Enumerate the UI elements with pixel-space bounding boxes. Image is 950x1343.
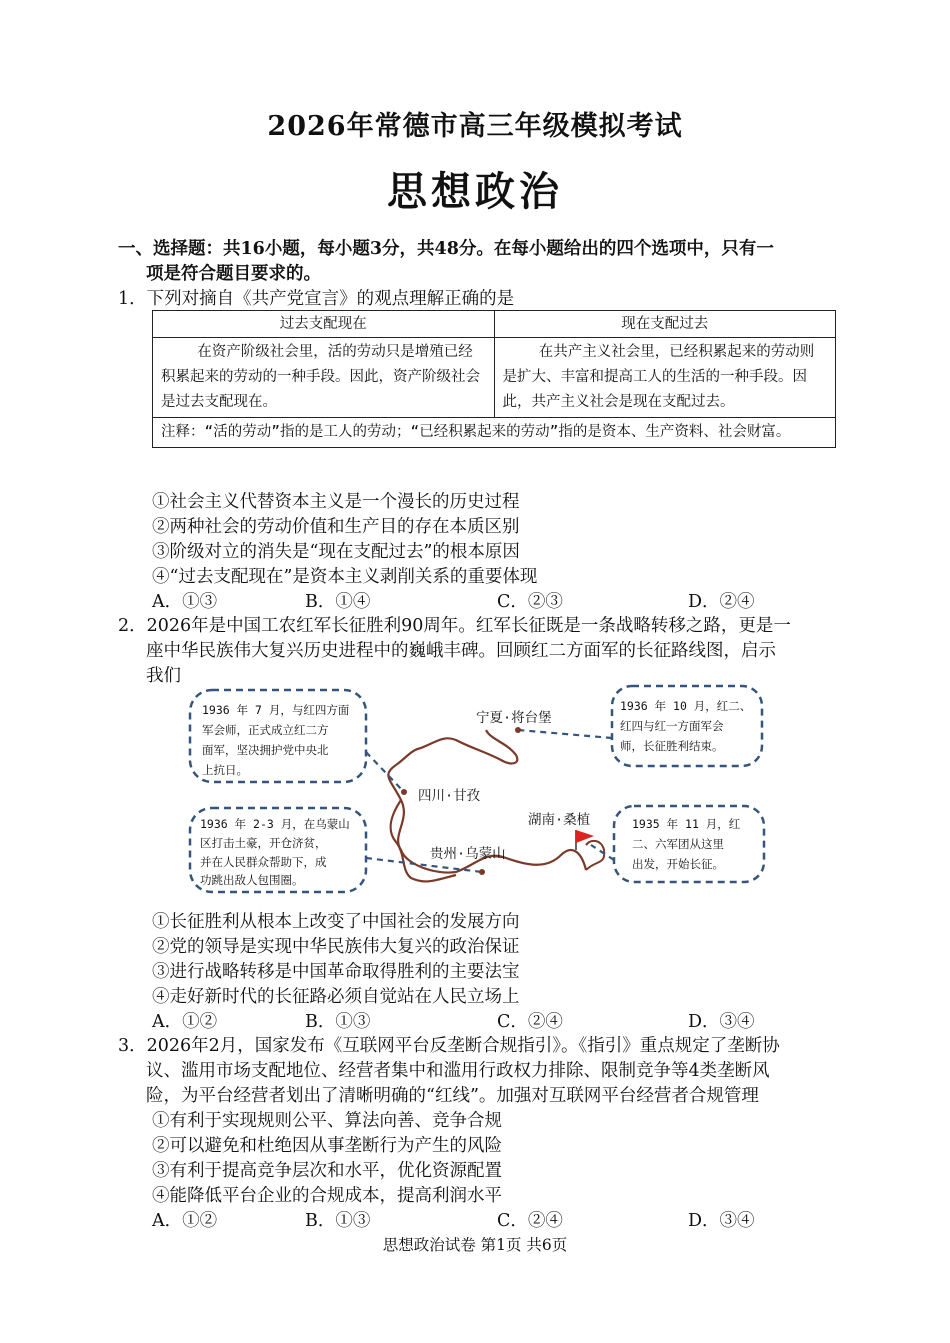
q2-option-b[interactable]: B．①③ (305, 1012, 371, 1032)
place-guizhou: 贵州·乌蒙山 (430, 846, 506, 862)
box-ml-line3: 并在人民群众帮助下，成 (200, 855, 327, 869)
box-br-line1: 1935 年 11 月，红 (632, 817, 741, 831)
box-tl-line3: 面军，坚决拥护党中央北 (202, 743, 329, 757)
subject-title: 思想政治 (387, 168, 563, 215)
flag-icon (576, 830, 594, 850)
q1-item-4: ④“过去支配现在”是资本主义剥削关系的重要体现 (152, 567, 538, 587)
box-br-line3: 出发，开始长征。 (632, 857, 724, 871)
q2-option-d[interactable]: D．③④ (688, 1012, 755, 1032)
box-ml-line1: 1936 年 2-3 月，在乌蒙山 (200, 817, 350, 831)
q3-option-a[interactable]: A．①② (152, 1211, 218, 1231)
q3-item-4: ④能降低平台企业的合规成本，提高利润水平 (152, 1186, 502, 1206)
long-march-route-map (186, 680, 768, 900)
q1-table (152, 310, 836, 448)
box-br-line2: 二、六军团从这里 (632, 837, 724, 851)
q2-item-3: ③进行战略转移是中国革命取得胜利的主要法宝 (152, 962, 520, 982)
q3-stem-line1: 3．2026年2月，国家发布《互联网平台反垄断合规指引》。《指引》重点规定了垄断协 (118, 1036, 780, 1056)
section-heading-line2: 项是符合题目要求的。 (146, 264, 321, 284)
q1-option-c[interactable]: C．②③ (497, 592, 563, 612)
q1-table-cell-2: 在共产主义社会里，已经积累起来的劳动则是扩大、丰富和提高工人的生活的一种手段。因此，共产主义社会是现在支配过去。 (494, 338, 836, 418)
q1-option-b[interactable]: B．①④ (305, 592, 371, 612)
q1-option-d[interactable]: D．②④ (688, 592, 755, 612)
q2-option-c[interactable]: C．②④ (497, 1012, 563, 1032)
page-footer: 思想政治试卷 第1页 共6页 (382, 1236, 568, 1254)
box-ml-line2: 区打击土豪，开仓济贫， (200, 836, 327, 850)
q3-item-2: ②可以避免和杜绝因从事垄断行为产生的风险 (152, 1136, 502, 1156)
q2-stem-line1: 2．2026年是中国工农红军长征胜利90周年。红军长征既是一条战略转移之路，更是一 (118, 616, 791, 636)
q2-item-2: ②党的领导是实现中华民族伟大复兴的政治保证 (152, 937, 520, 957)
q1-table-header-2: 现在支配过去 (494, 311, 836, 338)
box-tr-line1: 1936 年 10 月，红二、 (620, 699, 752, 713)
box-tr-line3: 师，长征胜利结束。 (620, 739, 724, 753)
exam-title: 2026年常德市高三年级模拟考试 (267, 111, 683, 142)
q2-stem-line3: 我们 (146, 666, 181, 686)
place-ningxia: 宁夏·将台堡 (476, 710, 552, 726)
q3-stem-line3: 险，为平台经营者划出了清晰明确的“红线”。加强对互联网平台经营者合规管理 (146, 1086, 759, 1106)
q1-table-cell-1: 在资产阶级社会里，活的劳动只是增殖已经积累起来的劳动的一种手段。因此，资产阶级社会是过去支配现在。 (153, 338, 495, 418)
q2-stem-line2: 座中华民族伟大复兴历史进程中的巍峨丰碑。回顾红二方面军的长征路线图，启示 (146, 641, 776, 661)
q3-item-1: ①有利于实现规则公平、算法向善、竞争合规 (152, 1111, 502, 1131)
q2-option-a[interactable]: A．①② (152, 1012, 218, 1032)
q1-item-2: ②两种社会的劳动价值和生产目的存在本质区别 (152, 517, 520, 537)
q1-stem: 1．下列对摘自《共产党宣言》的观点理解正确的是 (118, 289, 515, 309)
q2-item-4: ④走好新时代的长征路必须自觉站在人民立场上 (152, 987, 520, 1007)
box-ml-line4: 功跳出敌人包围圈。 (200, 873, 304, 887)
section-heading-line1: 一、选择题：共16小题，每小题3分，共48分。在每小题给出的四个选项中，只有一 (118, 239, 774, 259)
q1-option-a[interactable]: A．①③ (152, 592, 218, 612)
box-tl-line1: 1936 年 7 月，与红四方面 (202, 703, 350, 717)
box-tl-line4: 上抗日。 (202, 763, 248, 777)
q3-stem-line2: 议、滥用市场支配地位、经营者集中和滥用行政权力排除、限制竞争等4类垄断风 (146, 1061, 770, 1081)
q2-item-1: ①长征胜利从根本上改变了中国社会的发展方向 (152, 912, 520, 932)
q1-table-note: 注释：“活的劳动”指的是工人的劳动；“已经积累起来的劳动”指的是资本、生产资料、社会财富。 (153, 418, 836, 448)
q3-option-b[interactable]: B．①③ (305, 1211, 371, 1231)
q3-option-c[interactable]: C．②④ (497, 1211, 563, 1231)
place-sichuan: 四川·甘孜 (418, 788, 481, 804)
box-tr-line2: 红四与红一方面军会 (620, 719, 724, 733)
q3-item-3: ③有利于提高竞争层次和水平，优化资源配置 (152, 1161, 502, 1181)
q1-item-1: ①社会主义代替资本主义是一个漫长的历史过程 (152, 492, 520, 512)
q1-table-header-1: 过去支配现在 (153, 311, 495, 338)
box-tl-line2: 军会师，正式成立红二方 (202, 723, 329, 737)
q1-item-3: ③阶级对立的消失是“现在支配过去”的根本原因 (152, 542, 520, 562)
q3-option-d[interactable]: D．③④ (688, 1211, 755, 1231)
place-hunan: 湖南·桑植 (528, 812, 591, 828)
